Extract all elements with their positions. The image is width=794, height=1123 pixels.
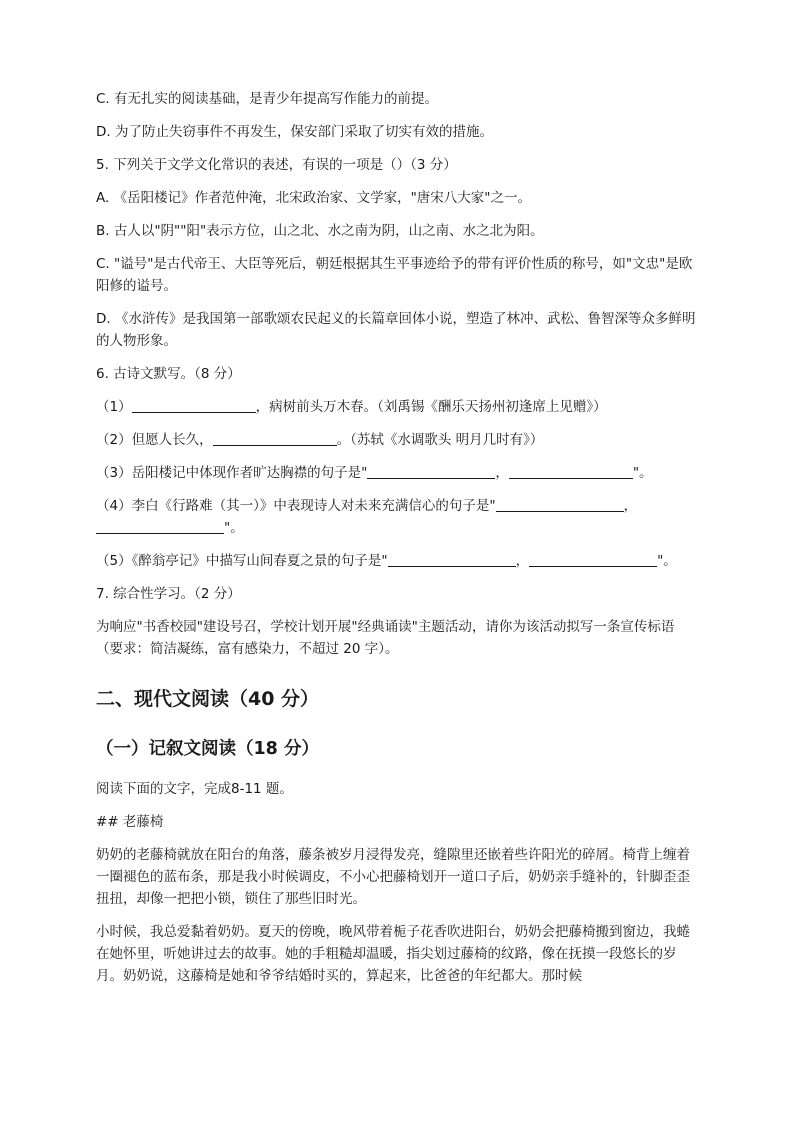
q6-5-suffix: "。	[657, 553, 677, 569]
question-6: 6. 古诗文默写。（8 分）	[96, 366, 241, 382]
question-6-item-4	[96, 495, 700, 539]
story-paragraph-2: 小时候，我总爱黏着奶奶。夏天的傍晚，晚风带着栀子花香吹进阳台，奶奶会把藤椅搬到窗边，我蜷在她怀里，听她讲过去的故事。她的手粗糙却温暖，指尖划过藤椅的纹路，像在抚摸一段悠长的岁月。奶奶说，这藤椅是她和爷爷结婚时买的，算起来，比爸爸的年纪都大。那时候	[96, 924, 690, 984]
q6-3-blank-1[interactable]	[367, 463, 495, 479]
option-d-prev: D. 为了防止失窃事件不再发生，保安部门采取了切实有效的措施。	[96, 124, 493, 140]
q6-4-suffix: "。	[224, 520, 244, 536]
q6-3-blank-2[interactable]	[509, 463, 633, 479]
reading-instruction: 阅读下面的文字，完成8-11 题。	[96, 781, 293, 797]
question-7: 7. 综合性学习。（2 分）	[96, 586, 241, 602]
q6-5-blank-1[interactable]	[388, 551, 516, 567]
question-6-item-3	[96, 462, 700, 484]
question-6-item-1	[96, 396, 700, 418]
q6-5-prefix: （5）《醉翁亭记》中描写山间春夏之景的句子是"	[96, 553, 388, 569]
question-6-item-5	[96, 550, 700, 572]
question-5-option-b: B. 古人以"阴""阳"表示方位，山之北、水之南为阴，山之南、水之北为阳。	[96, 223, 544, 239]
question-6-item-2	[96, 429, 700, 451]
q6-4-sep: ，	[623, 498, 638, 514]
story-paragraph-1: 奶奶的老藤椅就放在阳台的角落，藤条被岁月浸得发亮，缝隙里还嵌着些许阳光的碎屑。椅背上缠着一圈褪色的蓝布条，那是我小时候调皮，不小心把藤椅划开一道口子后，奶奶亲手缝补的，针脚歪歪扭扭，却像一把把小锁，锁住了那些旧时光。	[96, 847, 690, 907]
q6-4-blank-1[interactable]	[496, 496, 624, 512]
document-page	[96, 88, 700, 998]
q6-2-blank[interactable]	[213, 430, 337, 446]
q6-3-suffix: "。	[632, 465, 653, 481]
question-5-option-a: A. 《岳阳楼记》作者范仲淹，北宋政治家、文学家，"唐宋八大家"之一。	[96, 190, 531, 206]
story-title: ## 老藤椅	[96, 814, 164, 830]
q6-1-blank[interactable]	[132, 397, 256, 413]
q6-5-sep: ，	[515, 553, 530, 569]
q6-4-blank-2[interactable]	[96, 518, 224, 534]
q6-2-suffix: 。（苏轼《水调歌头 明月几时有》）	[336, 432, 544, 448]
q6-5-blank-2[interactable]	[529, 551, 657, 567]
question-5-option-d: D. 《水浒传》是我国第一部歌颂农民起义的长篇章回体小说，塑造了林冲、武松、鲁智深等众多鲜明的人物形象。	[96, 311, 696, 349]
question-7-text: 为响应"书香校园"建设号召，学校计划开展"经典诵读"主题活动，请你为该活动拟写一条宣传标语（要求：简洁凝练，富有感染力，不超过 20 字）。	[96, 619, 675, 657]
section-2-1-heading: （一）记叙文阅读（18 分）	[96, 739, 319, 759]
q6-3-sep: ，	[495, 465, 509, 481]
q6-4-prefix: （4）李白《行路难（其一）》中表现诗人对未来充满信心的句子是"	[96, 498, 496, 514]
q6-3-prefix: （3）岳阳楼记中体现作者旷达胸襟的句子是"	[96, 465, 368, 481]
q6-1-suffix: ，病树前头万木春。（刘禹锡《酬乐天扬州初逢席上见赠》）	[255, 399, 607, 415]
option-c-prev: C. 有无扎实的阅读基础，是青少年提高写作能力的前提。	[96, 91, 439, 107]
section-2-heading: 二、现代文阅读（40 分）	[96, 688, 320, 710]
question-5-option-c: C. "谥号"是古代帝王、大臣等死后，朝廷根据其生平事迹给予的带有评价性质的称号，如"文忠"是欧阳修的谥号。	[96, 256, 693, 294]
question-5: 5. 下列关于文学文化常识的表述，有误的一项是（）（3 分）	[96, 157, 457, 173]
q6-1-prefix: （1）	[96, 399, 132, 415]
q6-2-prefix: （2）但愿人长久，	[96, 432, 213, 448]
